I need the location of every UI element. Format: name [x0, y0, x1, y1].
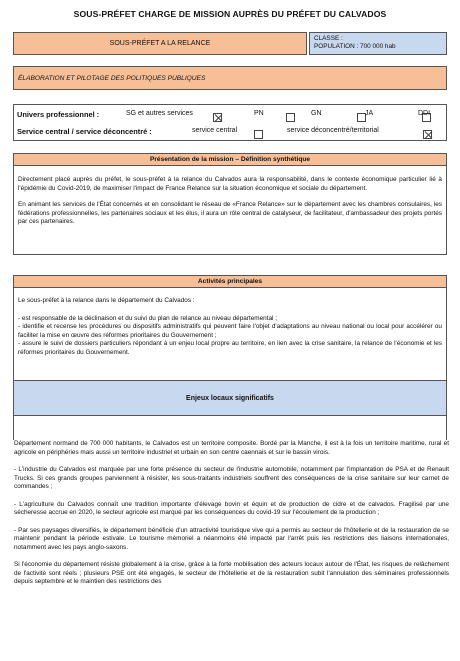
- activites-item-2: - identifie et recense les procédures ou dispositifs administratifs qui peuvent faire l'objet d'adaptations au niveau national ou local pour accélérer ou faciliter la mise en œuvre des réformes prioritaires du Gouvernement ;: [18, 323, 442, 339]
- option-sg-label: SG et autres services: [126, 110, 193, 117]
- option-ddi-label: DDI: [418, 110, 431, 117]
- classe-box: [309, 32, 447, 55]
- enjeux-heading: Enjeux locaux significatifs: [186, 394, 274, 402]
- enjeux-paragraph-3: - L'agriculture du Calvados connaît une tradition importante d'élevage bovin et équin et de production de cidre et de calvados. Fragilisé par une sécheresse accrue en 2020, le secteur agricole est marqué par les conséquences du covid-19 sur l'écoulement de la production ;: [14, 500, 449, 516]
- post-title: SOUS-PRÉFET A LA RELANCE: [109, 40, 211, 47]
- enjeux-side-border-right: [446, 416, 447, 440]
- document-title: SOUS-PRÉFET CHARGE DE MISSION AUPRÈS DU PRÉFET DU CALVADOS: [73, 9, 387, 19]
- presentation-heading: Présentation de la mission – Définition synthétique: [149, 156, 311, 163]
- activites-body: [13, 288, 447, 380]
- domain-banner-text: ÉLABORATION ET PILOTAGE DES POLITIQUES PUBLIQUES: [18, 74, 206, 82]
- enjeux-side-border-left: [13, 416, 14, 440]
- option-central-label: service central: [192, 127, 238, 134]
- option-ja-label: JA: [365, 110, 374, 117]
- activites-item-3: - assure le suivi de dossiers particuliers répondant à un enjeu local propre au territoire, en lien avec la crise sanitaire, la relance de l'économie et les réformes prioritaires du Gouvernement.: [18, 340, 442, 356]
- option-pn-label: PN: [254, 110, 264, 117]
- service-label: Service central / service déconcentré :: [17, 127, 152, 136]
- activites-heading-box: [13, 275, 447, 288]
- option-deconcentre-label: service déconcentré/territorial: [287, 127, 379, 134]
- presentation-paragraph-1: Directement placé auprès du préfet, le sous-préfet à la relance du Calvados aura la responsabilité, dans le contexte économique particulier lié à l'épidémie du Covid-2019, de maximiser l'impact de France Relance sur la situation économique et sociale du département.: [18, 176, 442, 192]
- checkbox-sg[interactable]: [213, 113, 222, 122]
- post-title-box: [13, 32, 307, 55]
- classification-box: [13, 104, 447, 141]
- service-row: [17, 126, 445, 138]
- enjeux-paragraph-4: - Par ses paysages diversifiés, le département bénéficie d'un attractivité touristique vive qui a permis au secteur de l'hôtellerie et de la restauration de se maintenir pendant la période estivale. Le tourisme mémoriel a néanmoins été impacté par l'arrêt puis les restrictions des liaisons internationales, notamment avec les pays anglo-saxons.: [14, 526, 449, 551]
- enjeux-heading-box: [13, 380, 447, 416]
- enjeux-paragraph-1: Département normand de 700 000 habitants, le Calvados est un territoire composite. Bordé par la Manche, il est à la fois un territoire maritime, rural et agricole en périphéries mais aussi un territoire industriel et urbain en son centre caennais et sur le bassin virois.: [14, 440, 449, 456]
- activites-heading: Activités principales: [197, 278, 263, 285]
- enjeux-paragraph-2: - L'industrie du Calvados est marquée par une forte présence du secteur de l'industrie automobile, notamment par l'implantation de PSA et de Renault Trucks. Si ces grands groupes parviennent à résister, les sous-traitants industriels souffrent des conséquences de la crise sanitaire sur leur carnet de commandes ;: [14, 466, 449, 490]
- enjeux-paragraph-5: Si l'économie du département résiste globalement à la crise, grâce à la forte mobilisation des acteurs locaux autour de l'État, les risques de relâchement de l'activité sont réels ; plusieurs PSE ont été engagés, le secteur de l'hôtellerie et de la restauration subit l'annulation des séminaires professionnels depuis septembre et le maintien des restrictions des: [14, 561, 449, 585]
- population-label: POPULATION : 700 000 hab: [314, 43, 396, 51]
- checkbox-pn[interactable]: [286, 113, 295, 122]
- univers-row: [17, 109, 445, 121]
- enjeux-body: [13, 440, 449, 661]
- presentation-body: [13, 166, 447, 255]
- checkbox-central[interactable]: [254, 130, 263, 139]
- domain-banner: [13, 66, 447, 90]
- option-gn-label: GN: [311, 110, 322, 117]
- activites-intro: Le sous-préfet à la relance dans le département du Calvados :: [18, 297, 195, 304]
- univers-label: Univers professionnel :: [17, 110, 100, 119]
- activites-item-1: - est responsable de la déclinaison et du suivi du plan de relance au niveau départemental ;: [18, 314, 277, 322]
- presentation-paragraph-2: En animant les services de l'État concernés et en consolidant le réseau de «France Relance» sur le département avec les chambres consulaires, les fédérations professionnelles, les partenaires sociaux et les élus, il aura un rôle central de catalyseur, de facilitateur, d'ambassadeur des projets portés par ces partenaires.: [18, 201, 442, 225]
- classe-label: CLASSE :: [314, 35, 343, 42]
- checkbox-deconcentre[interactable]: [423, 130, 432, 139]
- presentation-heading-box: [13, 153, 447, 166]
